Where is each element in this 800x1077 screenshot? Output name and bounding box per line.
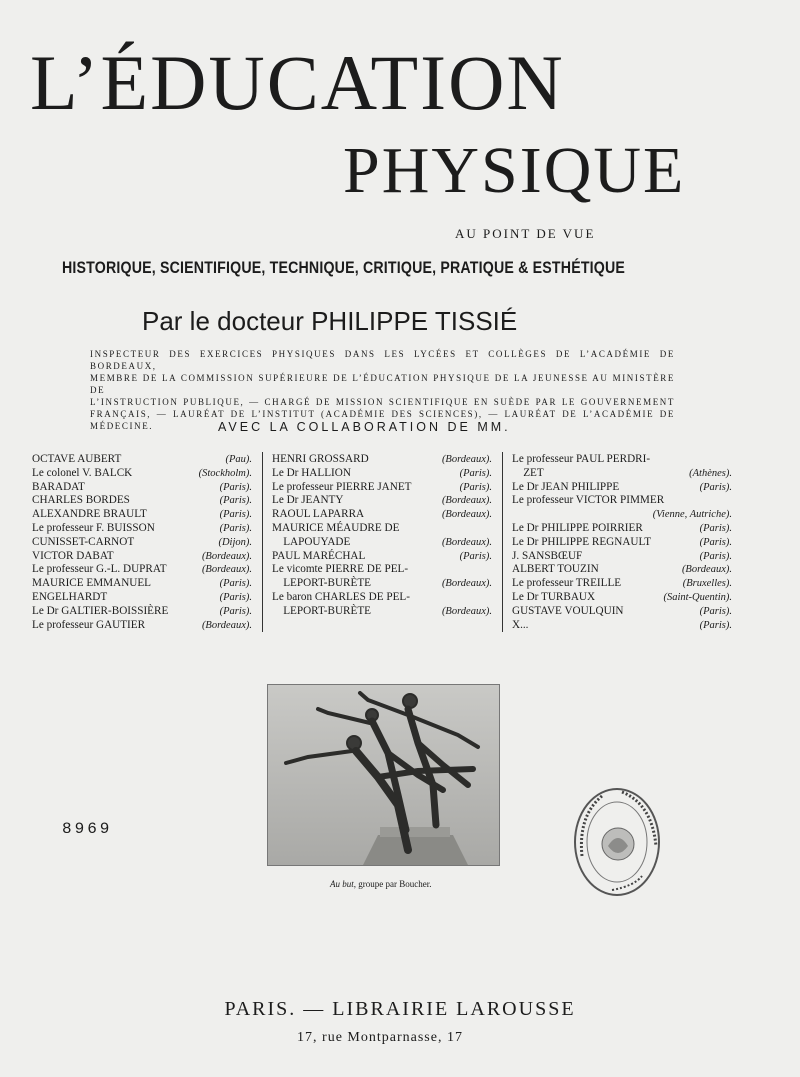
contributor-name: Le professeur G.-L. DUPRAT [32,563,167,576]
contributor-row [32,591,252,605]
contributor-place: (Paris). [699,550,732,562]
contributor-place: (Paris). [699,522,732,534]
contributor-name: VICTOR DABAT [32,549,114,562]
contributor-row [32,494,252,508]
contributor-row [512,453,732,467]
contributor-row [512,494,732,508]
contributor-name: HENRI GROSSARD [272,453,369,465]
shelf-number: 8969 [62,820,113,838]
contributor-row [32,467,252,481]
contributor-place: (Paris). [219,481,252,493]
subtitle-pre: AU POINT DE VUE [455,226,596,241]
contributor-name: J. SANSBŒUF [512,549,583,562]
contributor-place: (Paris). [699,619,732,631]
contributors-column-1 [32,453,252,632]
contributor-row [32,522,252,536]
qualification-line: L’INSTRUCTION PUBLIQUE, — CHARGÉ DE MISSION SCIENTIFIQUE EN SUÈDE PAR LE GOUVERNEMENT [90,397,675,407]
contributor-row [512,605,732,619]
contributor-name: CUNISSET-CARNOT [32,535,135,548]
publisher-address: 17, rue Montparnasse, 17 [297,1030,463,1045]
contributor-name: CHARLES BORDES [32,494,130,507]
contributor-name: Le Dr HALLION [272,466,351,479]
contributor-row [272,467,492,481]
contributor-name: ZET [512,466,544,479]
contributor-place: (Bordeaux). [681,564,732,576]
contributor-row [512,467,732,481]
contributor-row [512,536,732,550]
contributor-row [272,481,492,495]
contributor-row [272,605,492,619]
column-divider [502,452,503,632]
contributor-place: (Paris). [219,578,252,590]
contributor-name: Le professeur VICTOR PIMMER [512,494,665,507]
contributor-row [32,536,252,550]
author-byline: Par le docteur PHILIPPE TISSIÉ [142,306,518,336]
contributor-row [272,508,492,522]
contributor-name: X... [512,618,529,631]
contributor-name: LAPOUYADE [272,535,351,548]
contributor-row [272,563,492,577]
contributor-name: LEPORT-BURÈTE [272,604,371,617]
contributor-place: (Bordeaux). [441,454,492,465]
contributor-row [272,494,492,508]
contributor-row [32,563,252,577]
contributor-row [512,522,732,536]
contributor-row [272,591,492,605]
qualification-line: FRANÇAIS, — LAURÉAT DE L’INSTITUT (ACADÉMIE DES SCIENCES), — LAURÉAT DE L’ACADÉMIE DE MÉDECINE. [90,409,675,431]
contributor-place: (Bordeaux). [441,509,492,521]
contributor-name: Le baron CHARLES DE PEL- [272,590,410,603]
contributor-row [32,550,252,564]
contributor-row [272,536,492,550]
contributor-name: GUSTAVE VOULQUIN [512,604,624,617]
qualification-line: MEMBRE DE LA COMMISSION SUPÉRIEURE DE L’ÉDUCATION PHYSIQUE DE LA JEUNESSE AU MINISTÈRE DE [90,373,675,395]
contributor-place: (Paris). [219,522,252,534]
sculpture-photo [267,684,500,866]
contributor-row [272,522,492,536]
caption-title: Au but [330,879,354,889]
contributor-row [512,591,732,605]
contributor-name: Le professeur GAUTIER [32,618,146,631]
contributor-name: Le Dr GALTIER-BOISSIÈRE [32,604,169,617]
title-line-1: L’ÉDUCATION [30,39,565,126]
contributor-name: LEPORT-BURÈTE [272,577,371,590]
contributor-place: (Bordeaux). [441,495,492,507]
contributors-column-3 [512,453,732,632]
contributor-name: MAURICE MÉAUDRE DE [272,521,400,534]
contributor-place: (Stockholm). [198,467,252,479]
contributor-place: (Dijon). [218,536,252,548]
contributor-name: Le professeur PIERRE JANET [272,480,412,493]
contributor-row [512,577,732,591]
qualification-line: INSPECTEUR DES EXERCICES PHYSIQUES DANS LES LYCÉES ET COLLÈGES DE L’ACADÉMIE DE BORDEAUX, [90,349,675,371]
column-divider [262,452,263,632]
subtitle: HISTORIQUE, SCIENTIFIQUE, TECHNIQUE, CRITIQUE, PRATIQUE & ESTHÉTIQUE [62,259,626,277]
contributor-row [32,605,252,619]
contributor-place: (Pau). [225,454,252,465]
contributor-name: Le Dr JEAN PHILIPPE [512,480,620,493]
contributor-place: (Bordeaux). [441,578,492,590]
title-line-2: PHYSIQUE [343,134,686,207]
contributor-row [32,577,252,591]
contributor-row [272,550,492,564]
contributor-row [512,550,732,564]
contributor-name: Le colonel V. BALCK [32,466,133,479]
contributor-place: (Paris). [699,605,732,617]
contributor-place: (Saint-Quentin). [663,591,732,603]
contributor-row [512,563,732,577]
contributor-place: (Paris). [219,509,252,521]
contributor-place: (Paris). [459,481,492,493]
contributor-place: (Bordeaux). [201,550,252,562]
contributor-place: (Bordeaux). [441,605,492,617]
contributor-name: Le professeur PAUL PERDRI- [512,453,651,465]
library-stamp [572,786,662,898]
contributor-place: (Vienne, Autriche). [652,509,732,521]
contributor-place: (Paris). [459,467,492,479]
contributor-name: ALEXANDRE BRAULT [32,508,147,521]
contributor-name: PAUL MARÉCHAL [272,549,366,562]
contributor-name: RAOUL LAPARRA [272,508,365,521]
contributor-row [32,481,252,495]
contributor-name: BARADAT [32,480,85,493]
contributor-place: (Paris). [219,605,252,617]
contributor-name: Le Dr TURBAUX [512,590,596,603]
contributor-name: Le professeur TREILLE [512,577,622,590]
contributor-place: (Paris). [699,481,732,493]
contributor-name: Le Dr PHILIPPE POIRRIER [512,521,643,534]
contributor-place: (Bordeaux). [201,619,252,631]
contributor-place: (Bordeaux). [441,536,492,548]
contributor-row [272,577,492,591]
contributor-place: (Paris). [699,536,732,548]
contributor-row [512,481,732,495]
caption-text: , groupe par Boucher. [353,879,432,889]
publisher-imprint: PARIS. — LIBRAIRIE LAROUSSE [224,998,576,1020]
contributor-place: (Bruxelles). [682,578,732,590]
stamp-seal-icon [572,786,662,898]
contributor-name: Le Dr PHILIPPE REGNAULT [512,535,652,548]
sculpture-image [268,685,499,865]
photo-caption [330,879,431,889]
contributor-row [512,619,732,633]
contributor-name: ENGELHARDT [32,590,108,603]
contributor-row [32,508,252,522]
contributor-row [512,508,732,522]
contributor-name: ALBERT TOUZIN [512,563,599,576]
contributor-place: (Athènes). [689,467,732,479]
contributor-row [32,453,252,467]
contributors-column-2 [272,453,492,619]
contributor-name: Le professeur F. BUISSON [32,521,155,534]
contributor-name: Le vicomte PIERRE DE PEL- [272,563,409,576]
contributor-name: OCTAVE AUBERT [32,453,122,465]
contributor-place: (Paris). [219,591,252,603]
contributor-name: Le Dr JEANTY [272,494,344,507]
collaboration-heading: AVEC LA COLLABORATION DE MM. [218,420,511,434]
contributor-row [272,453,492,467]
contributor-row [32,619,252,633]
contributor-place: (Paris). [459,550,492,562]
contributor-place: (Bordeaux). [201,564,252,576]
contributor-place: (Paris). [219,495,252,507]
contributor-name: MAURICE EMMANUEL [32,577,152,590]
